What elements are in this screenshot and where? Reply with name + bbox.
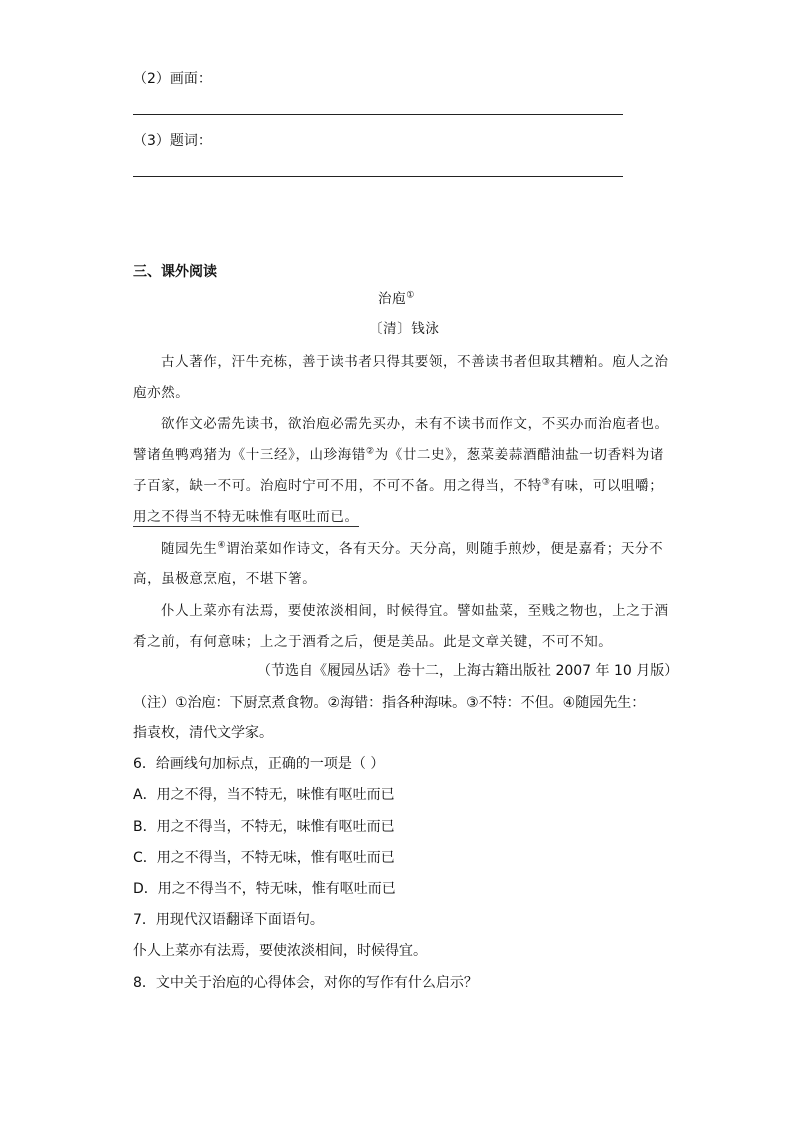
- passage-source: （节选自《履园丛话》卷十二，上海古籍出版社 2007 年 10 月版）: [257, 663, 679, 679]
- para4-line2: 肴之前，有何意味；上之于酒肴之后，便是美品。此是文章关键，不可不知。: [133, 634, 613, 650]
- para3-line1: [161, 537, 663, 557]
- q2-label: （2）画面：: [133, 71, 212, 87]
- para3-line1-a: 随园先生: [161, 541, 218, 557]
- para2-line4-underlined: [133, 505, 359, 525]
- q6-option-b: B．用之不得当，不特无，味惟有呕吐而已: [133, 819, 395, 835]
- answer-line-q3: [133, 176, 623, 177]
- q7-sentence: 仆人上菜亦有法焉，要使浓淡相间，时候得宜。: [133, 943, 427, 959]
- q6-option-c: C．用之不得当，不特无味，惟有呕吐而已: [133, 850, 395, 866]
- para2-line2: [133, 443, 664, 463]
- para3-line2: 高，虽极意烹庖，不堪下箸。: [133, 571, 317, 587]
- para2-line3: [133, 474, 663, 494]
- q8-stem: 8．文中关于治庖的心得体会，对你的写作有什么启示？: [133, 975, 478, 991]
- notes-line2: 指袁枚，清代文学家。: [133, 725, 273, 741]
- answer-line-q2: [133, 114, 623, 115]
- para2-line3-b: 有味，可以咀嚼；: [550, 478, 664, 494]
- passage-title-text: 治庖: [378, 291, 407, 307]
- q3-label: （3）题词：: [133, 133, 212, 149]
- footnote-marker: ④: [217, 540, 227, 551]
- footnote-marker: ③: [541, 477, 551, 488]
- passage-title: [378, 287, 415, 307]
- passage-author: 〔清〕钱泳: [369, 321, 440, 337]
- notes-line1: （注）①治庖：下厨烹煮食物。②海错：指各种海味。③不特：不但。④随园先生：: [133, 695, 646, 711]
- para2-line2-b: 为《廿二史》，葱菜姜蒜酒醋油盐一切香料为诸: [374, 447, 664, 463]
- q6-option-d: D．用之不得当不，特无味，惟有呕吐而已: [133, 881, 396, 897]
- para2-line1: 欲作文必需先读书，欲治庖必需先买办，未有不读书而作文，不买办而治庖者也。: [161, 416, 669, 432]
- underlined-sentence: 用之不得当不特无味惟有呕吐而已。: [133, 509, 359, 525]
- para1-line1: 古人著作，汗牛充栋，善于读书者只得其要领，不善读书者但取其糟粕。庖人之治: [161, 354, 669, 370]
- q6-option-a: A．用之不得，当不特无，味惟有呕吐而已: [133, 787, 395, 803]
- section-heading: 三、课外阅读: [133, 264, 217, 280]
- para1-line2: 庖亦然。: [133, 385, 190, 401]
- footnote-marker: ①: [406, 290, 415, 301]
- q6-stem: 6．给画线句加标点，正确的一项是（ ）: [133, 756, 385, 772]
- q7-stem: 7．用现代汉语翻译下面语句。: [133, 912, 324, 928]
- para3-line1-b: 谓治菜如作诗文，各有天分。天分高，则随手煎炒，便是嘉肴；天分不: [226, 541, 664, 557]
- para2-line2-a: 譬诸鱼鸭鸡猪为《十三经》，山珍海错: [133, 447, 366, 463]
- footnote-marker: ②: [365, 446, 375, 457]
- para4-line1: 仆人上菜亦有法焉，要使浓淡相间，时候得宜。譬如盐菜，至贱之物也，上之于酒: [161, 603, 669, 619]
- para2-line3-a: 子百家，缺一不可。治庖时宁可不用，不可不备。用之得当，不特: [133, 478, 542, 494]
